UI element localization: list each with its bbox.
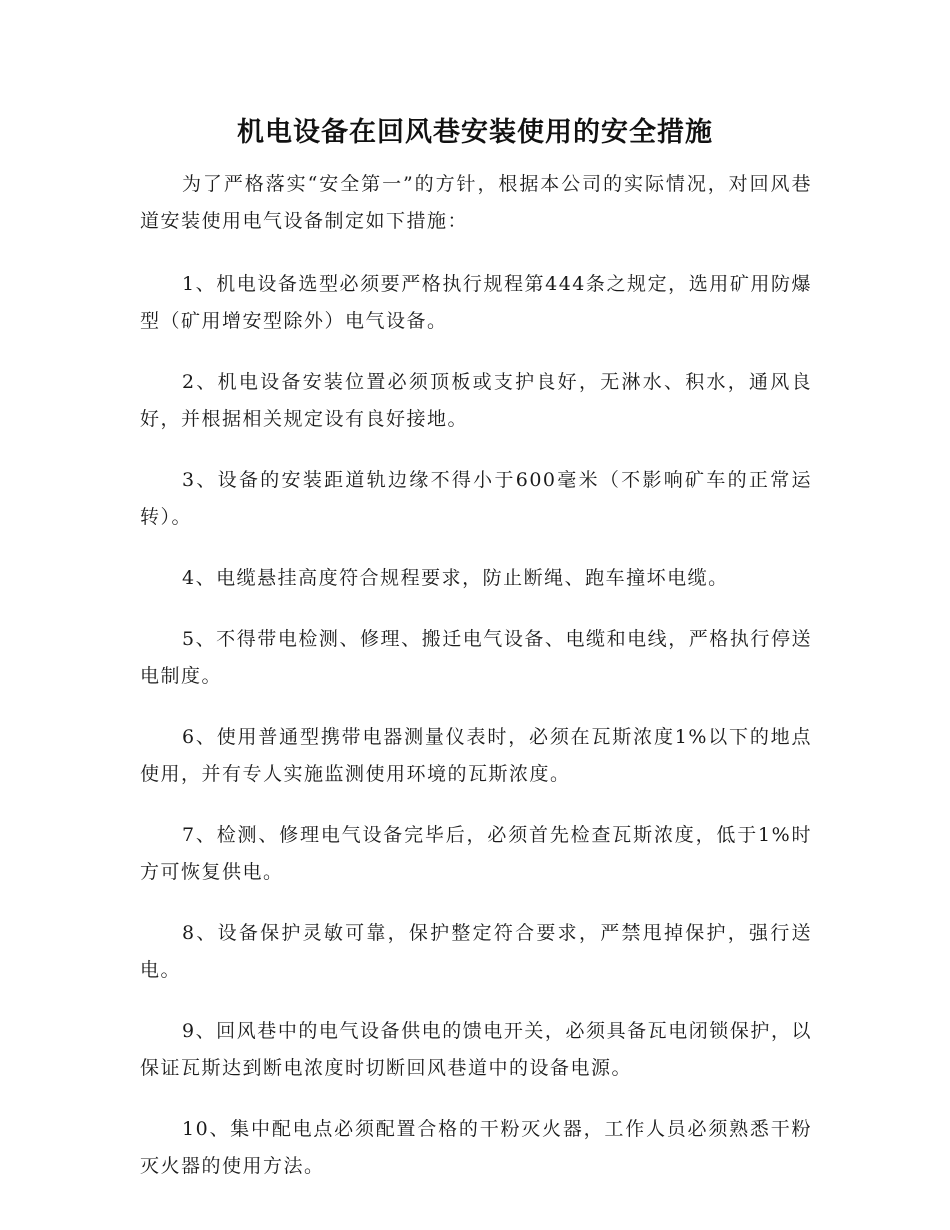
- measure-item-9: 9、回风巷中的电气设备供电的馈电开关，必须具备瓦电闭锁保护，以保证瓦斯达到断电浓度时切断回风巷道中的设备电源。: [140, 1020, 812, 1079]
- measure-item-2: 2、机电设备安装位置必须顶板或支护良好，无淋水、积水，通风良好，并根据相关规定设有良好接地。: [140, 371, 812, 430]
- measure-item-6: 6、使用普通型携带电器测量仪表时，必须在瓦斯浓度1%以下的地点使用，并有专人实施监测使用环境的瓦斯浓度。: [140, 726, 812, 785]
- intro-paragraph: 为了严格落实“安全第一”的方针，根据本公司的实际情况，对回风巷道安装使用电气设备制定如下措施：: [140, 173, 812, 232]
- measure-item-5: 5、不得带电检测、修理、搬迁电气设备、电缆和电线，严格执行停送电制度。: [140, 628, 812, 687]
- measure-item-8: 8、设备保护灵敏可靠，保护整定符合要求，严禁甩掉保护，强行送电。: [140, 922, 812, 981]
- document-body: [140, 166, 812, 1209]
- measure-item-1: 1、机电设备选型必须要严格执行规程第444条之规定，选用矿用防爆型（矿用增安型除外）电气设备。: [140, 273, 812, 332]
- measure-item-3: 3、设备的安装距道轨边缘不得小于600毫米（不影响矿车的正常运转）。: [140, 469, 812, 528]
- measure-item-4: 4、电缆悬挂高度符合规程要求，防止断绳、跑车撞坏电缆。: [182, 567, 729, 589]
- document-title: 机电设备在回风巷安装使用的安全措施: [237, 117, 713, 148]
- measure-item-10: 10、集中配电点必须配置合格的干粉灭火器，工作人员必须熟悉干粉灭火器的使用方法。: [140, 1118, 812, 1177]
- measure-item-7: 7、检测、修理电气设备完毕后，必须首先检查瓦斯浓度，低于1%时方可恢复供电。: [140, 824, 812, 883]
